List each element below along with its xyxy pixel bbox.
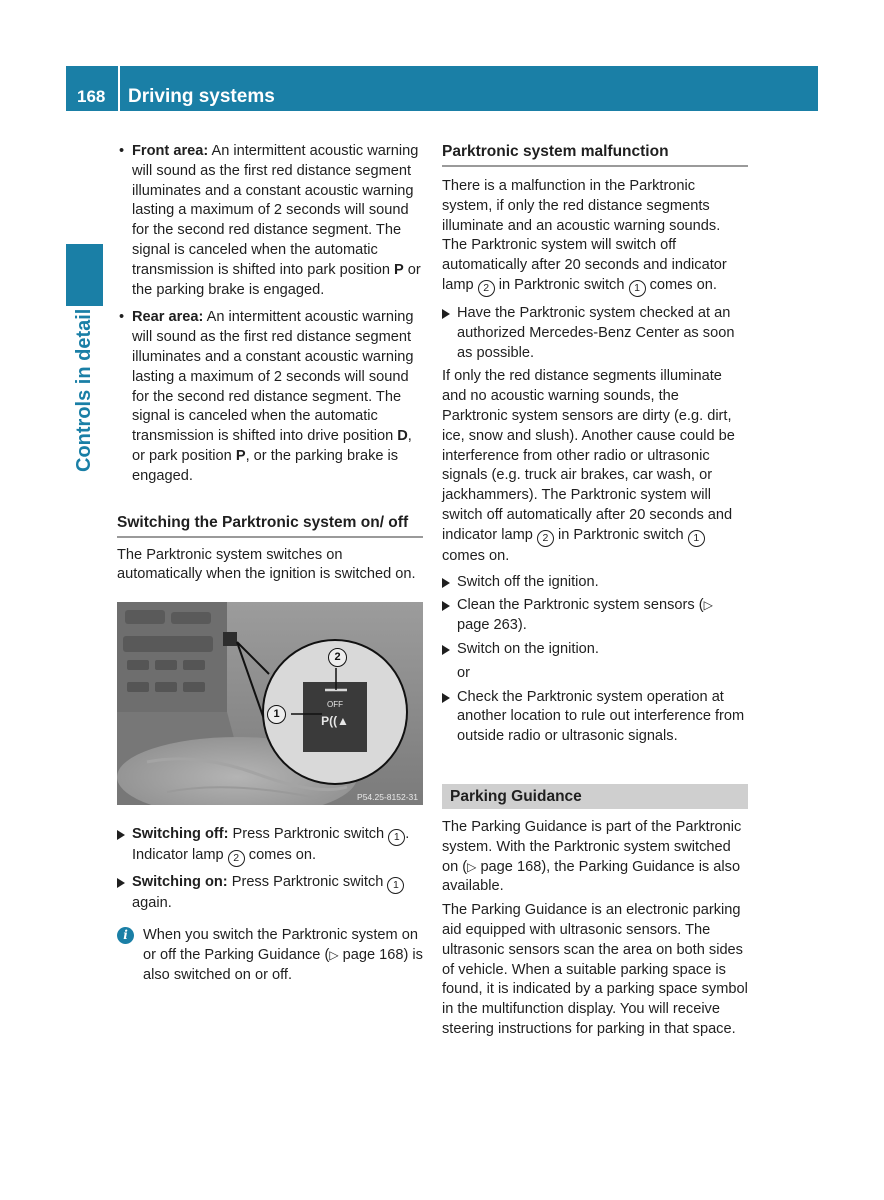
paragraph-text: If only the red distance segments illuminate and no acoustic warning sounds, the Parktronic system sensors are dirty (e.g. dirt, ice, snow and slush). Another cause could be interference from other radio or ultrasonic signals (e.g. truck air brakes, car wash, or jackhammers). The Parktronic system will switch off automatically after 20 seconds and indicator lamp bbox=[442, 368, 735, 543]
step-end: again. bbox=[132, 895, 172, 912]
switching-on-step bbox=[117, 873, 423, 914]
bullet-dot: • bbox=[119, 309, 125, 326]
rear-area-mid: , or park position bbox=[132, 428, 412, 464]
info-note bbox=[117, 926, 423, 985]
page-ref-icon: ▷ bbox=[467, 859, 477, 874]
switch-off-label: OFF bbox=[327, 700, 343, 710]
header-divider bbox=[118, 66, 120, 111]
step-text: Switch off the ignition. bbox=[457, 573, 599, 590]
rear-area-text: An intermittent acoustic warning will sound as the first red distance segment illuminates and a constant acoustic warning lasting a maximum of 2 seconds will sound for the second red distance segment. The signal is canceled when the automatic transmission is shifted into drive position bbox=[132, 309, 414, 445]
switching-off-step bbox=[117, 825, 423, 867]
step-arrow-icon bbox=[117, 878, 125, 888]
or-separator: or bbox=[457, 664, 470, 681]
rear-area-tail: , or the parking brake is engaged. bbox=[132, 447, 399, 484]
malfunction-paragraph-1 bbox=[442, 177, 748, 297]
callout-ref-1: 1 bbox=[688, 530, 705, 547]
page-number: 168 bbox=[77, 87, 106, 106]
switching-heading: Switching the Parktronic system on/ off bbox=[117, 513, 423, 538]
step-label: Switching on: bbox=[132, 874, 228, 891]
side-tab-marker bbox=[66, 244, 103, 306]
check-location-step bbox=[442, 688, 748, 747]
check-step bbox=[442, 304, 748, 363]
parking-guidance-heading: Parking Guidance bbox=[442, 784, 748, 809]
left-column bbox=[117, 142, 423, 985]
step-text: Press Parktronic switch bbox=[228, 826, 389, 843]
side-tab-label: Controls in detail bbox=[73, 308, 95, 472]
callout-ref-2: 2 bbox=[478, 280, 495, 297]
callout-ref-2: 2 bbox=[537, 530, 554, 547]
paragraph-text: comes on. bbox=[645, 276, 717, 293]
paragraph-text[interactable]: page 168), the Parking Guidance is also available. bbox=[442, 858, 741, 895]
switch-location-marker bbox=[223, 632, 237, 646]
figure-code: P54.25-8152-31 bbox=[357, 792, 418, 803]
front-area-tail: or the parking brake is engaged. bbox=[132, 261, 421, 298]
bullet-dot: • bbox=[119, 143, 125, 159]
step-label: Switching off: bbox=[132, 826, 229, 843]
front-area-label: Front area: bbox=[132, 143, 209, 159]
info-icon: i bbox=[117, 927, 134, 944]
guidance-paragraph-1 bbox=[442, 818, 748, 897]
switching-intro: The Parktronic system switches on automatically when the ignition is switched on. bbox=[117, 546, 416, 583]
paragraph-text: comes on. bbox=[442, 547, 510, 564]
info-page[interactable]: page 168) is also switched on or off. bbox=[143, 946, 423, 983]
front-area-text: An intermittent acoustic warning will sound as the first red distance segment illuminates and a constant acoustic warning lasting a maximum of 2 seconds will sound for the second red distance segment. The signal is canceled when the automatic transmission is shifted into park position bbox=[132, 143, 419, 278]
step-end: . bbox=[405, 826, 410, 843]
ignition-on-step bbox=[442, 640, 748, 660]
step-arrow-icon bbox=[442, 693, 450, 703]
gear-d: D bbox=[397, 428, 408, 445]
page-header bbox=[66, 66, 818, 111]
callout-ref-1: 1 bbox=[629, 280, 646, 297]
step-text: Switch on the ignition. bbox=[457, 640, 599, 657]
info-text: When you switch the Parktronic system on or off the Parking Guidance ( bbox=[143, 926, 418, 963]
paragraph-text: The Parking Guidance is part of the Parktronic system. With the Parktronic system switched on ( bbox=[442, 818, 742, 875]
malfunction-paragraph-2 bbox=[442, 367, 748, 566]
step-arrow-icon bbox=[442, 645, 450, 655]
clean-sensors-step bbox=[442, 596, 748, 636]
page-ref[interactable]: page 263). bbox=[457, 617, 527, 634]
step-arrow-icon bbox=[442, 578, 450, 588]
paragraph-text: in Parktronic switch bbox=[553, 526, 688, 543]
callout-2: 2 bbox=[328, 648, 347, 667]
step-text: Check the Parktronic system operation at another location to rule out interference from outside radio or ultrasonic signals. bbox=[457, 688, 745, 745]
dashboard-illustration bbox=[117, 602, 423, 805]
step-text: Have the Parktronic system checked at an authorized Mercedes-Benz Center as soon as possible. bbox=[457, 304, 735, 361]
rear-area-item bbox=[117, 308, 423, 486]
front-area-item bbox=[117, 142, 423, 300]
step-result: Indicator lamp bbox=[132, 847, 228, 864]
ignition-off-step bbox=[442, 573, 748, 593]
right-column bbox=[442, 142, 748, 1040]
callout-ref-2: 2 bbox=[228, 850, 245, 867]
callout-ref-1: 1 bbox=[388, 829, 405, 846]
page-ref-icon: ▷ bbox=[329, 947, 339, 962]
step-text: Clean the Parktronic system sensors ( bbox=[457, 597, 704, 614]
step-result-end: comes on. bbox=[244, 847, 317, 864]
gear-p: P bbox=[394, 261, 404, 278]
parktronic-symbol: P((▲ bbox=[321, 714, 349, 729]
callout-1: 1 bbox=[267, 705, 286, 724]
section-title: Driving systems bbox=[128, 86, 275, 107]
rear-area-label: Rear area: bbox=[132, 309, 204, 326]
callout-ref-1: 1 bbox=[387, 877, 404, 894]
step-arrow-icon bbox=[442, 309, 450, 319]
malfunction-heading: Parktronic system malfunction bbox=[442, 142, 748, 167]
paragraph-text: There is a malfunction in the Parktronic system, if only the red distance segments illuminate and an acoustic warning sounds. The Parktronic system will switch off automatically after 20 seconds and indicator lamp bbox=[442, 178, 727, 293]
guidance-paragraph-2: The Parking Guidance is an electronic parking aid equipped with ultrasonic sensors. The ultrasonic sensors scan the area on both sides of vehicle. When a suitable parking space is found, it is indicated by a parking space symbol in the multifunction display. You will receive steering instructions for parking in that space. bbox=[442, 902, 748, 1037]
paragraph-text: in Parktronic switch bbox=[494, 276, 629, 293]
step-arrow-icon bbox=[117, 830, 125, 840]
parktronic-switch-figure bbox=[117, 602, 423, 805]
step-arrow-icon bbox=[442, 601, 450, 611]
gear-p: P bbox=[235, 447, 246, 464]
step-text: Press Parktronic switch bbox=[227, 874, 388, 891]
page-ref-icon: ▷ bbox=[703, 598, 713, 613]
